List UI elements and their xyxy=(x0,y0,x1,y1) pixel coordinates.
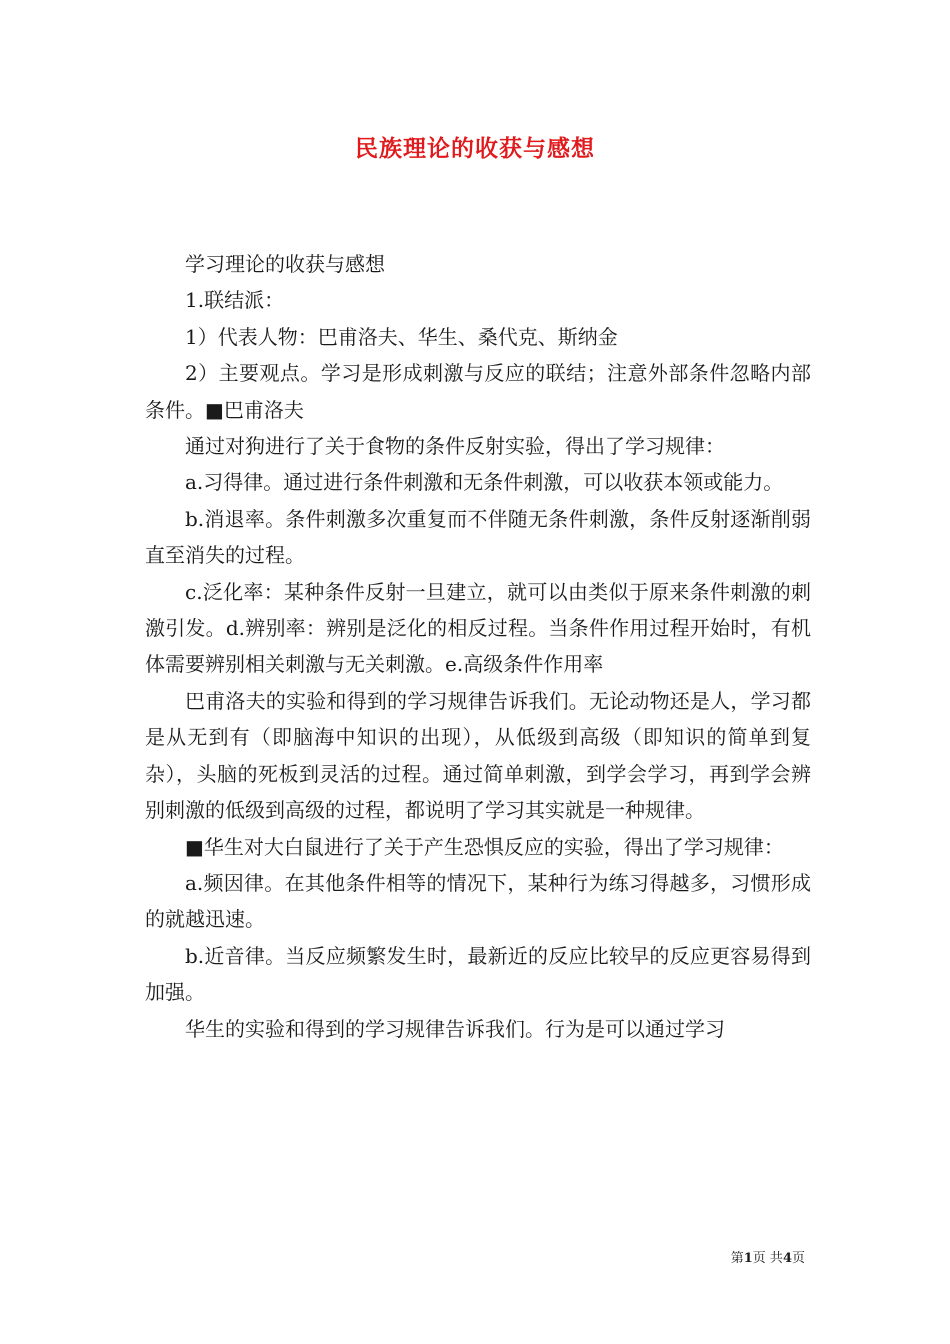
paragraph: c.泛化率：某种条件反射一旦建立，就可以由类似于原来条件刺激的刺激引发。d.辨别率：辨别是泛化的相反过程。当条件作用过程开始时，有机体需要辨别相关刺激与无关刺激。e.高级条件作用率 xyxy=(145,579,811,677)
paragraph: b.消退率。条件刺激多次重复而不伴随无条件刺激，条件反射逐渐削弱直至消失的过程。 xyxy=(145,506,811,568)
paragraph: 2）主要观点。学习是形成刺激与反应的联结；注意外部条件忽略内部条件。■巴甫洛夫 xyxy=(145,361,811,422)
total-pages-number: 4 xyxy=(782,1251,792,1266)
current-page-number: 1 xyxy=(743,1251,753,1266)
page-footer xyxy=(731,1247,805,1266)
footer-prefix: 第 xyxy=(730,1251,744,1266)
footer-suffix: 页 xyxy=(791,1251,805,1266)
paragraph: a.频因律。在其他条件相等的情况下，某种行为练习得越多，习惯形成的就越迅速。 xyxy=(145,870,811,932)
paragraph: 1.联结派： xyxy=(185,288,285,313)
paragraph: b.近音律。当反应频繁发生时，最新近的反应比较早的反应更容易得到加强。 xyxy=(145,943,811,1005)
document-body xyxy=(145,246,811,1047)
paragraph: a.习得律。通过进行条件刺激和无条件刺激，可以收获本领或能力。 xyxy=(185,470,784,495)
paragraph: 学习理论的收获与感想 xyxy=(185,252,385,276)
paragraph: 巴甫洛夫的实验和得到的学习规律告诉我们。无论动物还是人，学习都是从无到有（即脑海中知识的出现），从低级到高级（即知识的简单到复杂），头脑的死板到灵活的过程。通过简单刺激，到学会学习，再到学会辨别刺激的低级到高级的过程，都说明了学习其实就是一种规律。 xyxy=(145,688,811,823)
footer-middle: 页 共 xyxy=(752,1251,783,1266)
paragraph: 华生的实验和得到的学习规律告诉我们。行为是可以通过学习 xyxy=(185,1016,725,1041)
paragraph: ■华生对大白鼠进行了关于产生恐惧反应的实验，得出了学习规律： xyxy=(185,834,784,859)
document-title: 民族理论的收获与感想 xyxy=(355,135,595,162)
paragraph: 1）代表人物：巴甫洛夫、华生、桑代克、斯纳金 xyxy=(185,324,618,349)
paragraph: 通过对狗进行了关于食物的条件反射实验，得出了学习规律： xyxy=(185,434,725,459)
